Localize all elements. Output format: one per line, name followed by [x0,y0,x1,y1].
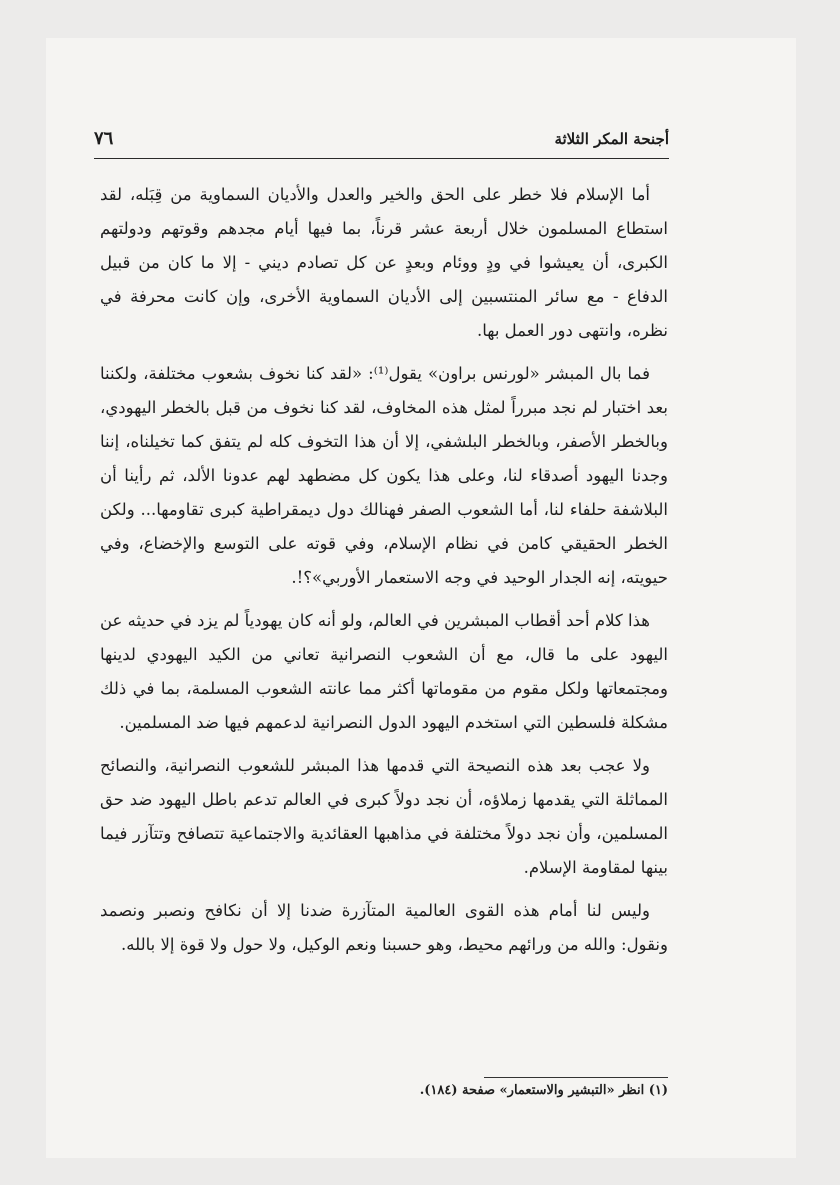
paragraph: أما الإسلام فلا خطر على الحق والخير والعدل والأديان السماوية من قِبَله، لقد استطاع المسلمون خلال أربعة عشر قرناً، بما فيها أيام مجدهم وقوتهم ودولتهم الكبرى، أن يعيشوا في ودٍ ووئام وبعدٍ عن كل تصادم ديني - إلا ما كان من قبيل الدفاع - مع سائر المنتسبين إلى الأديان السماوية الأخرى، وإن كانت محرفة في نظره، وانتهى دور العمل بها. [100,185,668,340]
footnote-rule [484,1077,668,1078]
paragraph: فما بال المبشر «لورنس براون» يقول⁽¹⁾: «لقد كنا نخوف بشعوب مختلفة، ولكننا بعد اختبار لم نجد مبرراً لمثل هذه المخاوف، لقد كنا نخوف من قبل بالخطر اليهودي، وبالخطر الأصفر، وبالخطر البلشفي، إلا أن هذا التخوف كله لم يتفق كما تخيلناه، إننا وجدنا اليهود أصدقاء لنا، وعلى هذا يكون كل مضطهد لهم عدونا الألد، ثم رأينا أن البلاشفة حلفاء لنا، أما الشعوب الصفر فهنالك دول ديمقراطية كبرى تقاومها... ولكن الخطر الحقيقي كامن في نظام الإسلام، وفي قوته على التوسع والإخضاع، وفي حيويته، إنه الجدار الوحيد في وجه الاستعمار الأوربي»؟!. [100,364,668,587]
running-title: أجنحة المكر الثلاثة [554,130,669,148]
paragraph: ولا عجب بعد هذه النصيحة التي قدمها هذا المبشر للشعوب النصرانية، والنصائح المماثلة التي يقدمها زملاؤه، أن نجد دولاً كبرى في العالم تدعم باطل اليهود ضد حق المسلمين، وأن نجد دولاً مختلفة في مذاهبها العقائدية والاجتماعية تتصافح وتتآزر فيما بينها لمقاومة الإسلام. [100,756,668,877]
body-text [100,178,668,971]
page-number: ٧٦ [94,128,114,149]
paragraph: وليس لنا أمام هذه القوى العالمية المتآزرة ضدنا إلا أن نكافح ونصبر ونصمد ونقول: والله من ورائهم محيط، وهو حسبنا ونعم الوكيل، ولا حول ولا قوة إلا بالله. [100,901,668,954]
paragraph: هذا كلام أحد أقطاب المبشرين في العالم، ولو أنه كان يهودياً لم يزد في حديثه عن اليهود على ما قال، مع أن الشعوب النصرانية تعاني من الكيد اليهودي لدينها ومجتمعاتها ولكل مقوم من مقوماتها أكثر مما عانته الشعوب المسلمة، بما في ذلك مشكلة فلسطين التي استخدم اليهود الدول النصرانية لدعمهم فيها ضد المسلمين. [100,611,668,732]
page-header [94,128,669,156]
header-rule [94,158,669,159]
footnote: (١) انظر «التبشير والاستعمار» صفحة (١٨٤). [419,1083,668,1098]
